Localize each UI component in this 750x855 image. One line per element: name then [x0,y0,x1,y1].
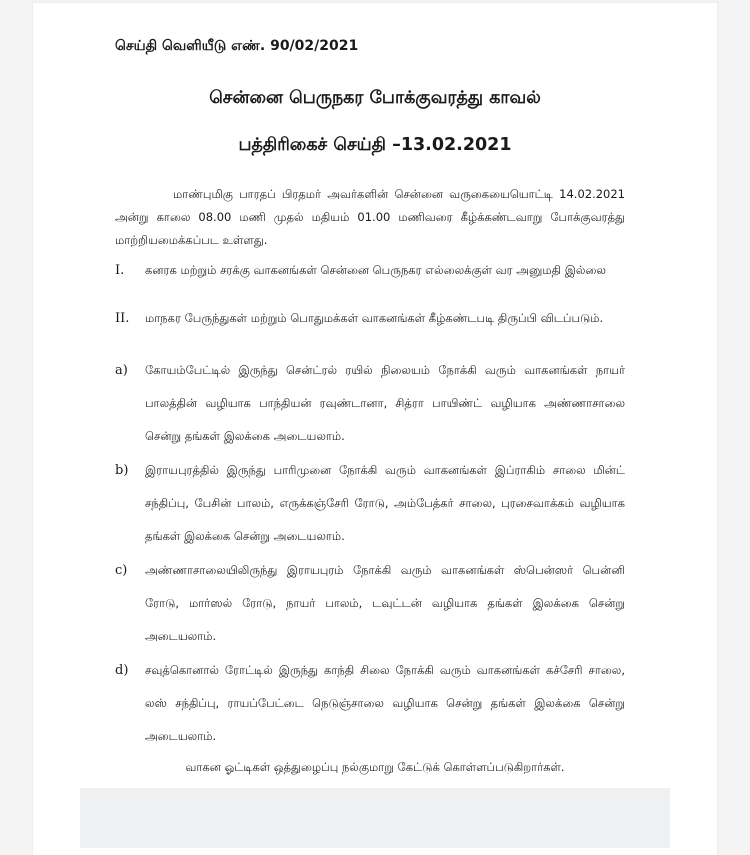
item-text: இராயபுரத்தில் இருந்து பாரிமுனை நோக்கி வரும் வாகனங்கள் இப்ராகிம் சாலை மின்ட் சந்திப்பு, பேசின் பாலம், எருக்கஞ்சேரி ரோடு, அம்பேத்கர் சாலை, புரசைவாக்கம் வழியாக தங்கள் இலக்கை சென்று அடையலாம். [145,463,625,543]
item-marker: d) [115,663,129,678]
roman-item-1 [115,259,625,282]
item-text: சவுத்கொனால் ரோட்டில் இருந்து காந்தி சிலை நோக்கி வரும் வாகனங்கள் கச்சேரி சாலை, லஸ் சந்திப்பு, ராயப்பேட்டை நெடுஞ்சாலை வழியாக சென்று தங்கள் இலக்கை சென்று அடையலாம். [145,663,625,743]
item-marker: II. [115,311,130,326]
item-text: அண்ணாசாலையிலிருந்து இராயபுரம் நோக்கி வரும் வாகனங்கள் ஸ்பென்ஸர் பென்னி ரோடு, மார்ஸல் ரோடு, நாயர் பாலம், டவுட்டன் வழியாக தங்கள் இலக்கை சென்று அடையலாம். [145,563,625,643]
intro-paragraph: மாண்புமிகு பாரதப் பிரதமர் அவர்களின் சென்னை வருகையையொட்டி 14.02.2021 அன்று காலை 08.00 மணி முதல் மதியம் 01.00 மணிவரை கீழ்க்கண்டவாறு போக்குவரத்து மாற்றியமைக்கப்பட உள்ளது. [115,187,625,247]
document-page [33,3,717,855]
item-text: கோயம்பேட்டில் இருந்து சென்ட்ரல் ரயில் நிலையம் நோக்கி வரும் வாகனங்கள் நாயர் பாலத்தின் வழியாக பாந்தியன் ரவுண்டானா, சித்ரா பாயிண்ட் வழியாக அண்ணாசாலை சென்று தங்கள் இலக்கை அடையலாம். [145,363,625,443]
release-number: செய்தி வெளியீடு எண். 90/02/2021 [115,38,359,54]
roman-item-2 [115,307,625,330]
item-marker: c) [115,563,128,578]
item-text: கனரக மற்றும் சரக்கு வாகனங்கள் சென்னை பெருநகர எல்லைக்குள் வர அனுமதி இல்லை [145,263,606,277]
footer-shaded-area [80,788,670,848]
item-marker: a) [115,363,128,378]
item-marker: I. [115,263,125,278]
document-title: சென்னை பெருநகர போக்குவரத்து காவல் [209,88,541,108]
item-marker: b) [115,463,129,478]
item-text: மாநகர பேருந்துகள் மற்றும் பொதுமக்கள் வாகனங்கள் கீழ்கண்டபடி திருப்பி விடப்படும். [145,311,604,325]
route-item-b [115,454,625,553]
closing-statement: வாகன ஓட்டிகள் ஒத்துழைப்பு நல்குமாறு கேட்டுக் கொள்ளப்படுகிறார்கள். [185,760,565,774]
route-item-c [115,554,625,653]
route-item-d [115,654,625,753]
document-subtitle: பத்திரிகைச் செய்தி –13.02.2021 [238,135,512,155]
route-item-a [115,354,625,453]
